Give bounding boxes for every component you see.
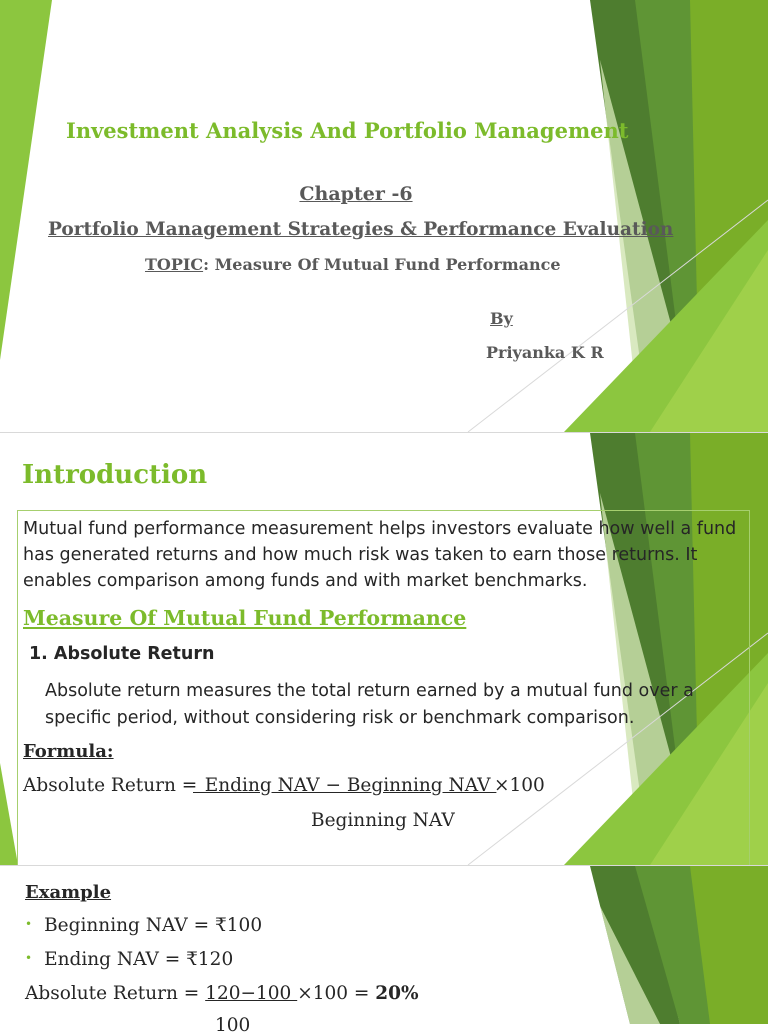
topic-line	[145, 255, 561, 274]
formula-lhs: Absolute Return =	[23, 775, 198, 796]
bullet-icon: •	[25, 951, 33, 965]
decorative-shapes	[0, 0, 768, 432]
result-value: 20%	[375, 983, 419, 1004]
introduction-heading: Introduction	[22, 460, 208, 490]
absolute-return-description: Absolute return measures the total return earned by a mutual fund over a specific period, without considering risk or benchmark comparison.	[45, 681, 694, 728]
formula-multiplier: ×100	[494, 775, 545, 796]
example-result	[25, 983, 419, 1004]
measure-heading: Measure Of Mutual Fund Performance	[23, 606, 467, 630]
author-name: Priyanka K R	[486, 343, 604, 362]
formula-numerator: Ending NAV − Beginning NAV	[193, 775, 497, 796]
result-multiplier: ×100 =	[297, 983, 376, 1004]
example-slide	[0, 866, 768, 1036]
by-label: By	[490, 309, 513, 328]
list-item: • Ending NAV = ₹120	[25, 949, 234, 970]
list-item: • Beginning NAV = ₹100	[25, 915, 263, 936]
title-slide	[0, 0, 768, 432]
result-lhs: Absolute Return =	[25, 983, 206, 1004]
topic-text: Measure Of Mutual Fund Performance	[209, 255, 561, 274]
topic-separator: :	[203, 255, 209, 274]
formula-denominator: Beginning NAV	[311, 810, 455, 831]
formula-label: Formula:	[23, 741, 114, 762]
result-denominator: 100	[215, 1015, 251, 1036]
topic-label: TOPIC	[145, 255, 204, 274]
presentation-title: Investment Analysis And Portfolio Management	[66, 118, 629, 143]
chapter-number: Chapter -6	[299, 183, 413, 205]
bullet-icon: •	[25, 917, 33, 931]
example-label: Example	[25, 882, 112, 903]
introduction-text: Mutual fund performance measurement helps investors evaluate how well a fund has generated returns and how much risk was taken to earn those returns. It enables comparison among funds and with market benchmarks.	[23, 519, 737, 591]
introduction-slide	[0, 433, 768, 865]
chapter-subtitle: Portfolio Management Strategies & Performance Evaluation	[48, 219, 674, 240]
result-numerator: 120−100	[205, 983, 298, 1004]
absolute-return-heading: 1. Absolute Return	[29, 644, 215, 664]
